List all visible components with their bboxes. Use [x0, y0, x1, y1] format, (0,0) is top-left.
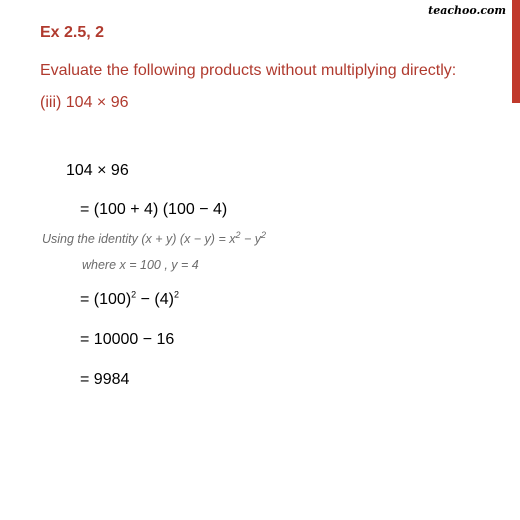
step-result: = 9984 [80, 371, 130, 388]
squares-part-b: − (4) [136, 291, 174, 308]
squares-exponent-1: 2 [131, 289, 137, 300]
step-split: = (100 + 4) (100 − 4) [80, 201, 228, 218]
brand-logo: teachoo.com [428, 4, 506, 17]
question-text: Evaluate the following products without multiplying directly: [40, 62, 457, 79]
squares-exponent-2: 2 [173, 289, 179, 300]
identity-prefix: Using the identity (x + y) (x − y) = x [42, 232, 236, 246]
identity-note [42, 229, 267, 246]
step-expression: 104 × 96 [66, 162, 129, 179]
identity-exponent-1: 2 [235, 229, 241, 240]
identity-exponent-2: 2 [261, 229, 267, 240]
question-part: (iii) 104 × 96 [40, 94, 129, 111]
exercise-title: Ex 2.5, 2 [40, 24, 105, 41]
squares-part-a: = (100) [80, 291, 132, 308]
identity-mid: − y [240, 232, 261, 246]
substitution-note: where x = 100 , y = 4 [82, 258, 199, 272]
step-subtraction: = 10000 − 16 [80, 331, 175, 348]
accent-bar [512, 0, 520, 103]
step-squares [80, 291, 179, 309]
